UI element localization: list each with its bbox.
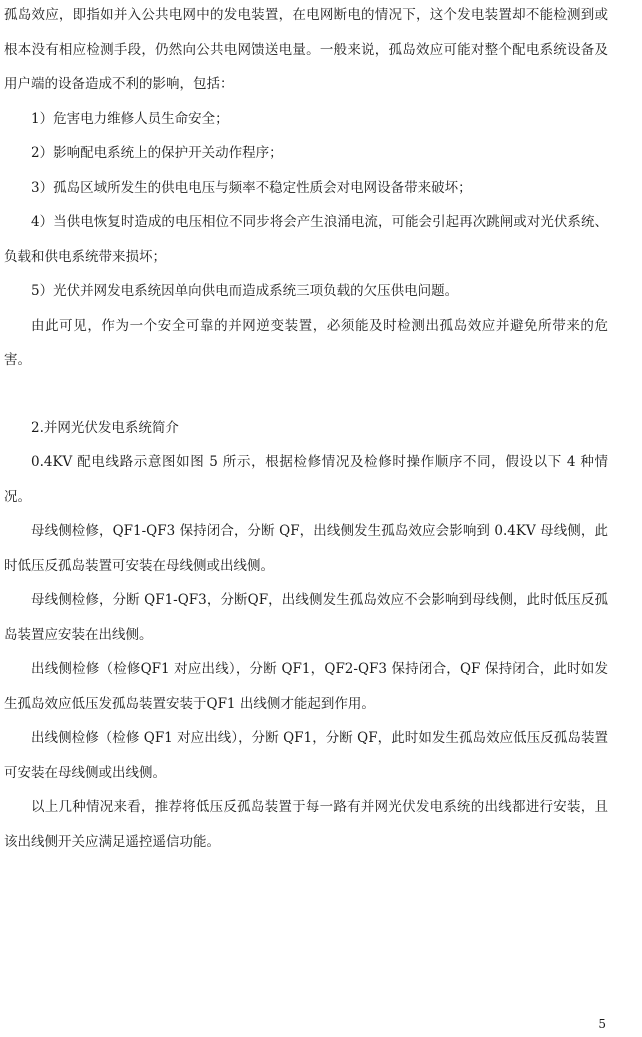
page-number: 5 xyxy=(598,1017,606,1031)
paragraph-recommendation: 以上几种情况来看，推荐将低压反孤岛装置于每一路有并网光伏发电系统的出线都进行安装，且该出线侧开关应满足遥控遥信功能。 xyxy=(4,799,608,850)
list-item-1: 1）危害电力维修人员生命安全； xyxy=(31,110,229,127)
paragraph-distribution-diagram: 0.4KV 配电线路示意图如图 5 所示，根据检修情况及检修时操作顺序不同，假设以下 4 种情况。 xyxy=(4,454,608,505)
paragraph-case-2: 母线侧检修，分断 QF1-QF3，分断QF，出线侧发生孤岛效应不会影响到母线侧，此时低压反孤岛装置应安装在出线侧。 xyxy=(4,592,608,643)
list-item-5: 5）光伏并网发电系统因单向供电而造成系统三项负载的欠压供电问题。 xyxy=(31,283,459,299)
list-item-2: 2）影响配电系统上的保护开关动作程序； xyxy=(31,145,283,161)
list-item-4: 4）当供电恢复时造成的电压相位不同步将会产生浪涌电流，可能会引起再次跳闸或对光伏系统、负载和供电系统带来损坏； xyxy=(4,214,608,265)
paragraph-islanding-definition: 孤岛效应，即指如并入公共电网中的发电装置，在电网断电的情况下，这个发电装置却不能检测到或根本没有相应检测手段，仍然向公共电网馈送电量。一般来说，孤岛效应可能对整个配电系统设备及用户端的设备造成不利的影响，包括： xyxy=(4,7,608,92)
list-item-3: 3）孤岛区域所发生的供电电压与频率不稳定性质会对电网设备带来破坏； xyxy=(31,179,472,196)
paragraph-case-1: 母线侧检修，QF1-QF3 保持闭合，分断 QF，出线侧发生孤岛效应会影响到 0.4KV 母线侧，此时低压反孤岛装置可安装在母线侧或出线侧。 xyxy=(4,523,608,574)
paragraph-case-3: 出线侧检修（检修QF1 对应出线），分断 QF1，QF2-QF3 保持闭合，QF 保持闭合，此时如发生孤岛效应低压发孤岛装置安装于QF1 出线侧才能起到作用。 xyxy=(4,661,608,712)
section-spacer xyxy=(4,378,608,411)
section-heading: 2.并网光伏发电系统简介 xyxy=(31,419,179,436)
paragraph-case-4: 出线侧检修（检修 QF1 对应出线），分断 QF1，分断 QF，此时如发生孤岛效应低压反孤岛装置可安装在母线侧或出线侧。 xyxy=(4,730,608,781)
body-text xyxy=(4,0,608,859)
paragraph-conclusion: 由此可见，作为一个安全可靠的并网逆变装置，必须能及时检测出孤岛效应并避免所带来的危害。 xyxy=(4,317,608,368)
